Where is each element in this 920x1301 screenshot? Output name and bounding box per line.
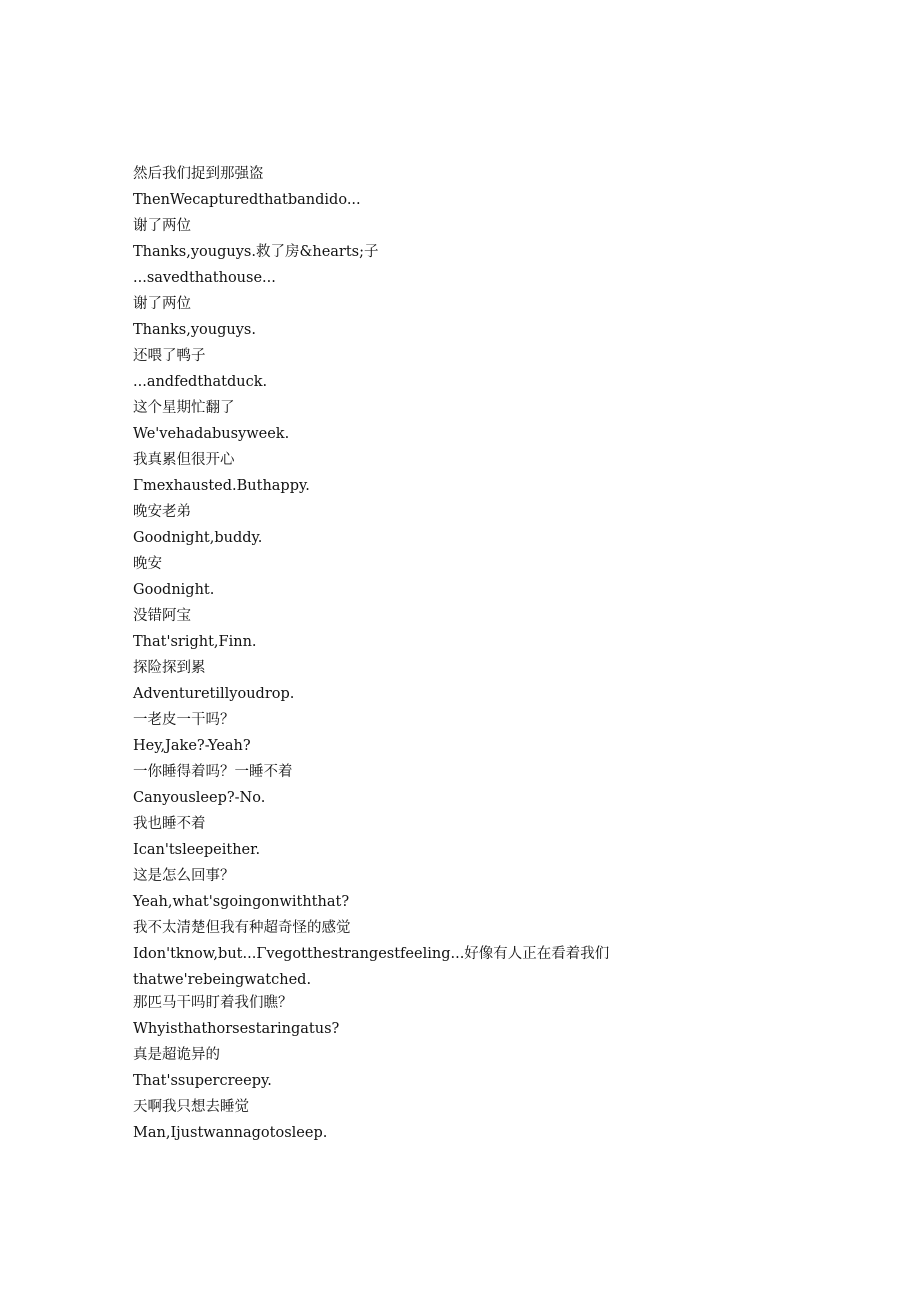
text-line: We'vehadabusyweek. <box>133 426 290 442</box>
text-line: 一你睡得着吗？一睡不着 <box>133 764 293 780</box>
text-line: Thanks,youguys. <box>133 322 256 338</box>
text-line: 天啊我只想去睡觉 <box>133 1099 249 1115</box>
text-line: 真是超诡异的 <box>133 1047 220 1063</box>
text-line: 一老皮一干吗？ <box>133 712 235 728</box>
text-line: Man,Ijustwannagotosleep. <box>133 1125 328 1141</box>
text-line: ThenWecapturedthatbandido... <box>133 192 361 208</box>
text-line: Canyousleep?-No. <box>133 790 266 806</box>
text-line: 晚安老弟 <box>133 504 191 520</box>
text-line: 这是怎么回事？ <box>133 868 235 884</box>
subtitle-document <box>133 162 873 1147</box>
text-line: ...andfedthatduck. <box>133 374 268 390</box>
text-line: Yeah,what'sgoingonwiththat? <box>133 894 350 910</box>
text-line: That'ssupercreepy. <box>133 1073 272 1089</box>
text-line: Idon'tknow,but...Γvegotthestrangestfeeling...好像有人正在看着我们 <box>133 946 610 962</box>
text-line: 那匹马干吗盯着我们瞧？ <box>133 995 293 1011</box>
text-line: 我不太清楚但我有种超奇怪的感觉 <box>133 920 351 936</box>
text-line: 然后我们捉到那强盗 <box>133 166 264 182</box>
text-line: Ican'tsleepeither. <box>133 842 261 858</box>
text-line: 我也睡不着 <box>133 816 206 832</box>
text-line: That'sright,Finn. <box>133 634 257 650</box>
text-line: 探险探到累 <box>133 660 206 676</box>
text-line: 谢了两位 <box>133 218 191 234</box>
text-line: Γmexhausted.Buthappy. <box>133 478 310 494</box>
text-line: Hey,Jake?-Yeah? <box>133 738 251 754</box>
text-line: Goodnight,buddy. <box>133 530 263 546</box>
text-line: 晚安 <box>133 556 162 572</box>
text-line: 这个星期忙翻了 <box>133 400 235 416</box>
text-line: 谢了两位 <box>133 296 191 312</box>
text-line: Whyisthathorsestaringatus? <box>133 1021 340 1037</box>
text-line: ...savedthathouse... <box>133 270 276 286</box>
text-line: 没错阿宝 <box>133 608 191 624</box>
text-line: thatwe'rebeingwatched. <box>133 972 312 988</box>
text-line: Goodnight. <box>133 582 215 598</box>
text-line: Thanks,youguys.救了房&hearts;子 <box>133 244 379 260</box>
text-line: 我真累但很开心 <box>133 452 235 468</box>
text-line: 还喂了鸭子 <box>133 348 206 364</box>
text-line: Adventuretillyoudrop. <box>133 686 295 702</box>
